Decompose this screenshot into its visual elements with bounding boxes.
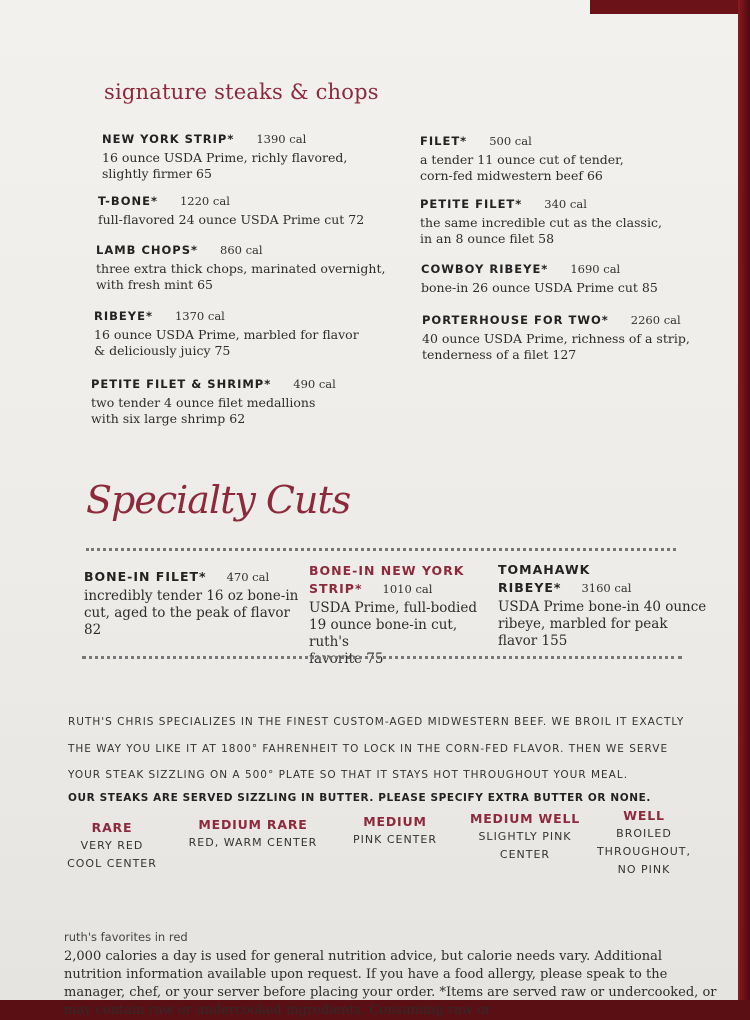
item-calories: 470 cal [226, 570, 270, 584]
menu-item-lamb-chops [96, 239, 385, 293]
temp-desc: SLIGHTLY PINK CENTER [478, 830, 572, 861]
divider-top [86, 548, 676, 551]
item-name: T-BONE* [98, 194, 158, 208]
info-line-3: YOUR STEAK SIZZLING ON A 500° PLATE SO THAT IT STAYS HOT THROUGHOUT YOUR MEAL. [68, 769, 629, 781]
menu-item-petite-filet-shrimp [91, 373, 336, 427]
specialty-bone-in-new-york-strip [309, 563, 494, 668]
temp-desc: PINK CENTER [353, 833, 437, 846]
item-name: BONE-IN NEW YORK [309, 563, 465, 578]
temp-desc: BROILED THROUGHOUT, NO PINK [596, 827, 692, 876]
menu-item-filet [420, 130, 624, 184]
item-calories: 340 cal [544, 197, 587, 211]
item-calories: 2260 cal [630, 313, 681, 327]
binder-edge [738, 0, 750, 1000]
temp-name: WELL [623, 808, 665, 823]
item-calories: 1370 cal [174, 309, 225, 323]
item-description: 16 ounce USDA Prime, richly flavored, slightly firmer 65 [102, 150, 348, 181]
item-description: a tender 11 ounce cut of tender, corn-fed midwestern beef 66 [420, 152, 624, 183]
item-description: the same incredible cut as the classic, in an 8 ounce filet 58 [420, 215, 662, 246]
menu-item-cowboy-ribeye [421, 258, 658, 296]
info-line-1: RUTH'S CHRIS SPECIALIZES IN THE FINEST CUSTOM-AGED MIDWESTERN BEEF. WE BROIL IT EXACTLY [68, 716, 685, 728]
item-name: PETITE FILET & SHRIMP* [91, 377, 272, 391]
temp-name: MEDIUM RARE [198, 817, 308, 832]
item-name: TOMAHAWK [498, 562, 591, 577]
temp-name: MEDIUM [363, 814, 427, 829]
item-name: PETITE FILET* [420, 197, 523, 211]
specialty-tomahawk-ribeye [498, 562, 708, 650]
divider-bottom [82, 656, 682, 659]
temp-medium-rare [186, 817, 320, 852]
item-description: three extra thick chops, marinated overnight, with fresh mint 65 [96, 261, 386, 292]
item-calories: 1390 cal [256, 132, 307, 146]
item-name: FILET* [420, 134, 468, 148]
temp-desc: RED, WARM CENTER [188, 836, 318, 849]
menu-item-petite-filet [420, 193, 662, 247]
temp-rare [58, 820, 166, 873]
specialty-bone-in-filet [84, 566, 299, 639]
binder-corner [590, 0, 750, 14]
specialty-title: Specialty Cuts [86, 478, 351, 522]
menu-item-t-bone [98, 190, 364, 228]
item-calories: 860 cal [220, 243, 263, 257]
temp-name: MEDIUM WELL [469, 811, 580, 826]
item-name: NEW YORK STRIP* [102, 132, 235, 146]
section-title: signature steaks & chops [104, 80, 379, 104]
item-calories: 1690 cal [570, 262, 621, 276]
info-line-2: THE WAY YOU LIKE IT AT 1800° FAHRENHEIT TO LOCK IN THE CORN-FED FLAVOR. THEN WE SERVE [68, 743, 669, 755]
item-description: USDA Prime, full-bodied 19 ounce bone-in cut, ruth's favorite 75 [309, 600, 477, 667]
temp-medium-well [466, 811, 584, 864]
nutrition-footer: 2,000 calories a day is used for general nutrition advice, but calorie needs vary. Additional nutrition information available upon request. If you have a food allergy, please speak to the manager, chef, or your server before placing your order. *Items are served raw or undercooked, or may contain raw or undercooked ingredients. Consuming raw or [64, 949, 717, 1018]
temp-medium [340, 814, 450, 849]
item-description: 16 ounce USDA Prime, marbled for flavor & deliciously juicy 75 [94, 327, 359, 358]
item-calories: 1220 cal [179, 194, 230, 208]
butter-note: OUR STEAKS ARE SERVED SIZZLING IN BUTTER. PLEASE SPECIFY EXTRA BUTTER OR NONE. [68, 792, 651, 804]
item-description: bone-in 26 ounce USDA Prime cut 85 [421, 280, 658, 295]
item-name: COWBOY RIBEYE* [421, 262, 549, 276]
menu-item-ribeye [94, 305, 359, 359]
menu-item-porterhouse [422, 309, 690, 363]
item-calories: 3160 cal [581, 581, 632, 595]
item-description: 40 ounce USDA Prime, richness of a strip, tenderness of a filet 127 [422, 331, 690, 362]
item-calories: 490 cal [293, 377, 336, 391]
item-name-2: STRIP* [309, 581, 363, 596]
item-name: BONE-IN FILET* [84, 569, 207, 584]
item-description: USDA Prime bone-in 40 ounce ribeye, marbled for peak flavor 155 [498, 599, 707, 649]
temp-well [594, 808, 694, 879]
menu-item-new-york-strip [102, 128, 347, 182]
temp-name: RARE [91, 820, 133, 835]
item-calories: 500 cal [489, 134, 532, 148]
favorites-note: ruth's favorites in red [64, 930, 188, 944]
temp-desc: VERY RED COOL CENTER [67, 839, 157, 870]
item-calories: 1010 cal [382, 582, 433, 596]
item-name: RIBEYE* [94, 309, 153, 323]
item-description: full-flavored 24 ounce USDA Prime cut 72 [98, 212, 365, 227]
item-name: PORTERHOUSE FOR TWO* [422, 313, 609, 327]
item-description: incredibly tender 16 oz bone-in cut, aged to the peak of flavor 82 [84, 588, 299, 638]
item-name-2: RIBEYE* [498, 580, 562, 595]
item-name: LAMB CHOPS* [96, 243, 199, 257]
item-description: two tender 4 ounce filet medallions with six large shrimp 62 [91, 395, 316, 426]
